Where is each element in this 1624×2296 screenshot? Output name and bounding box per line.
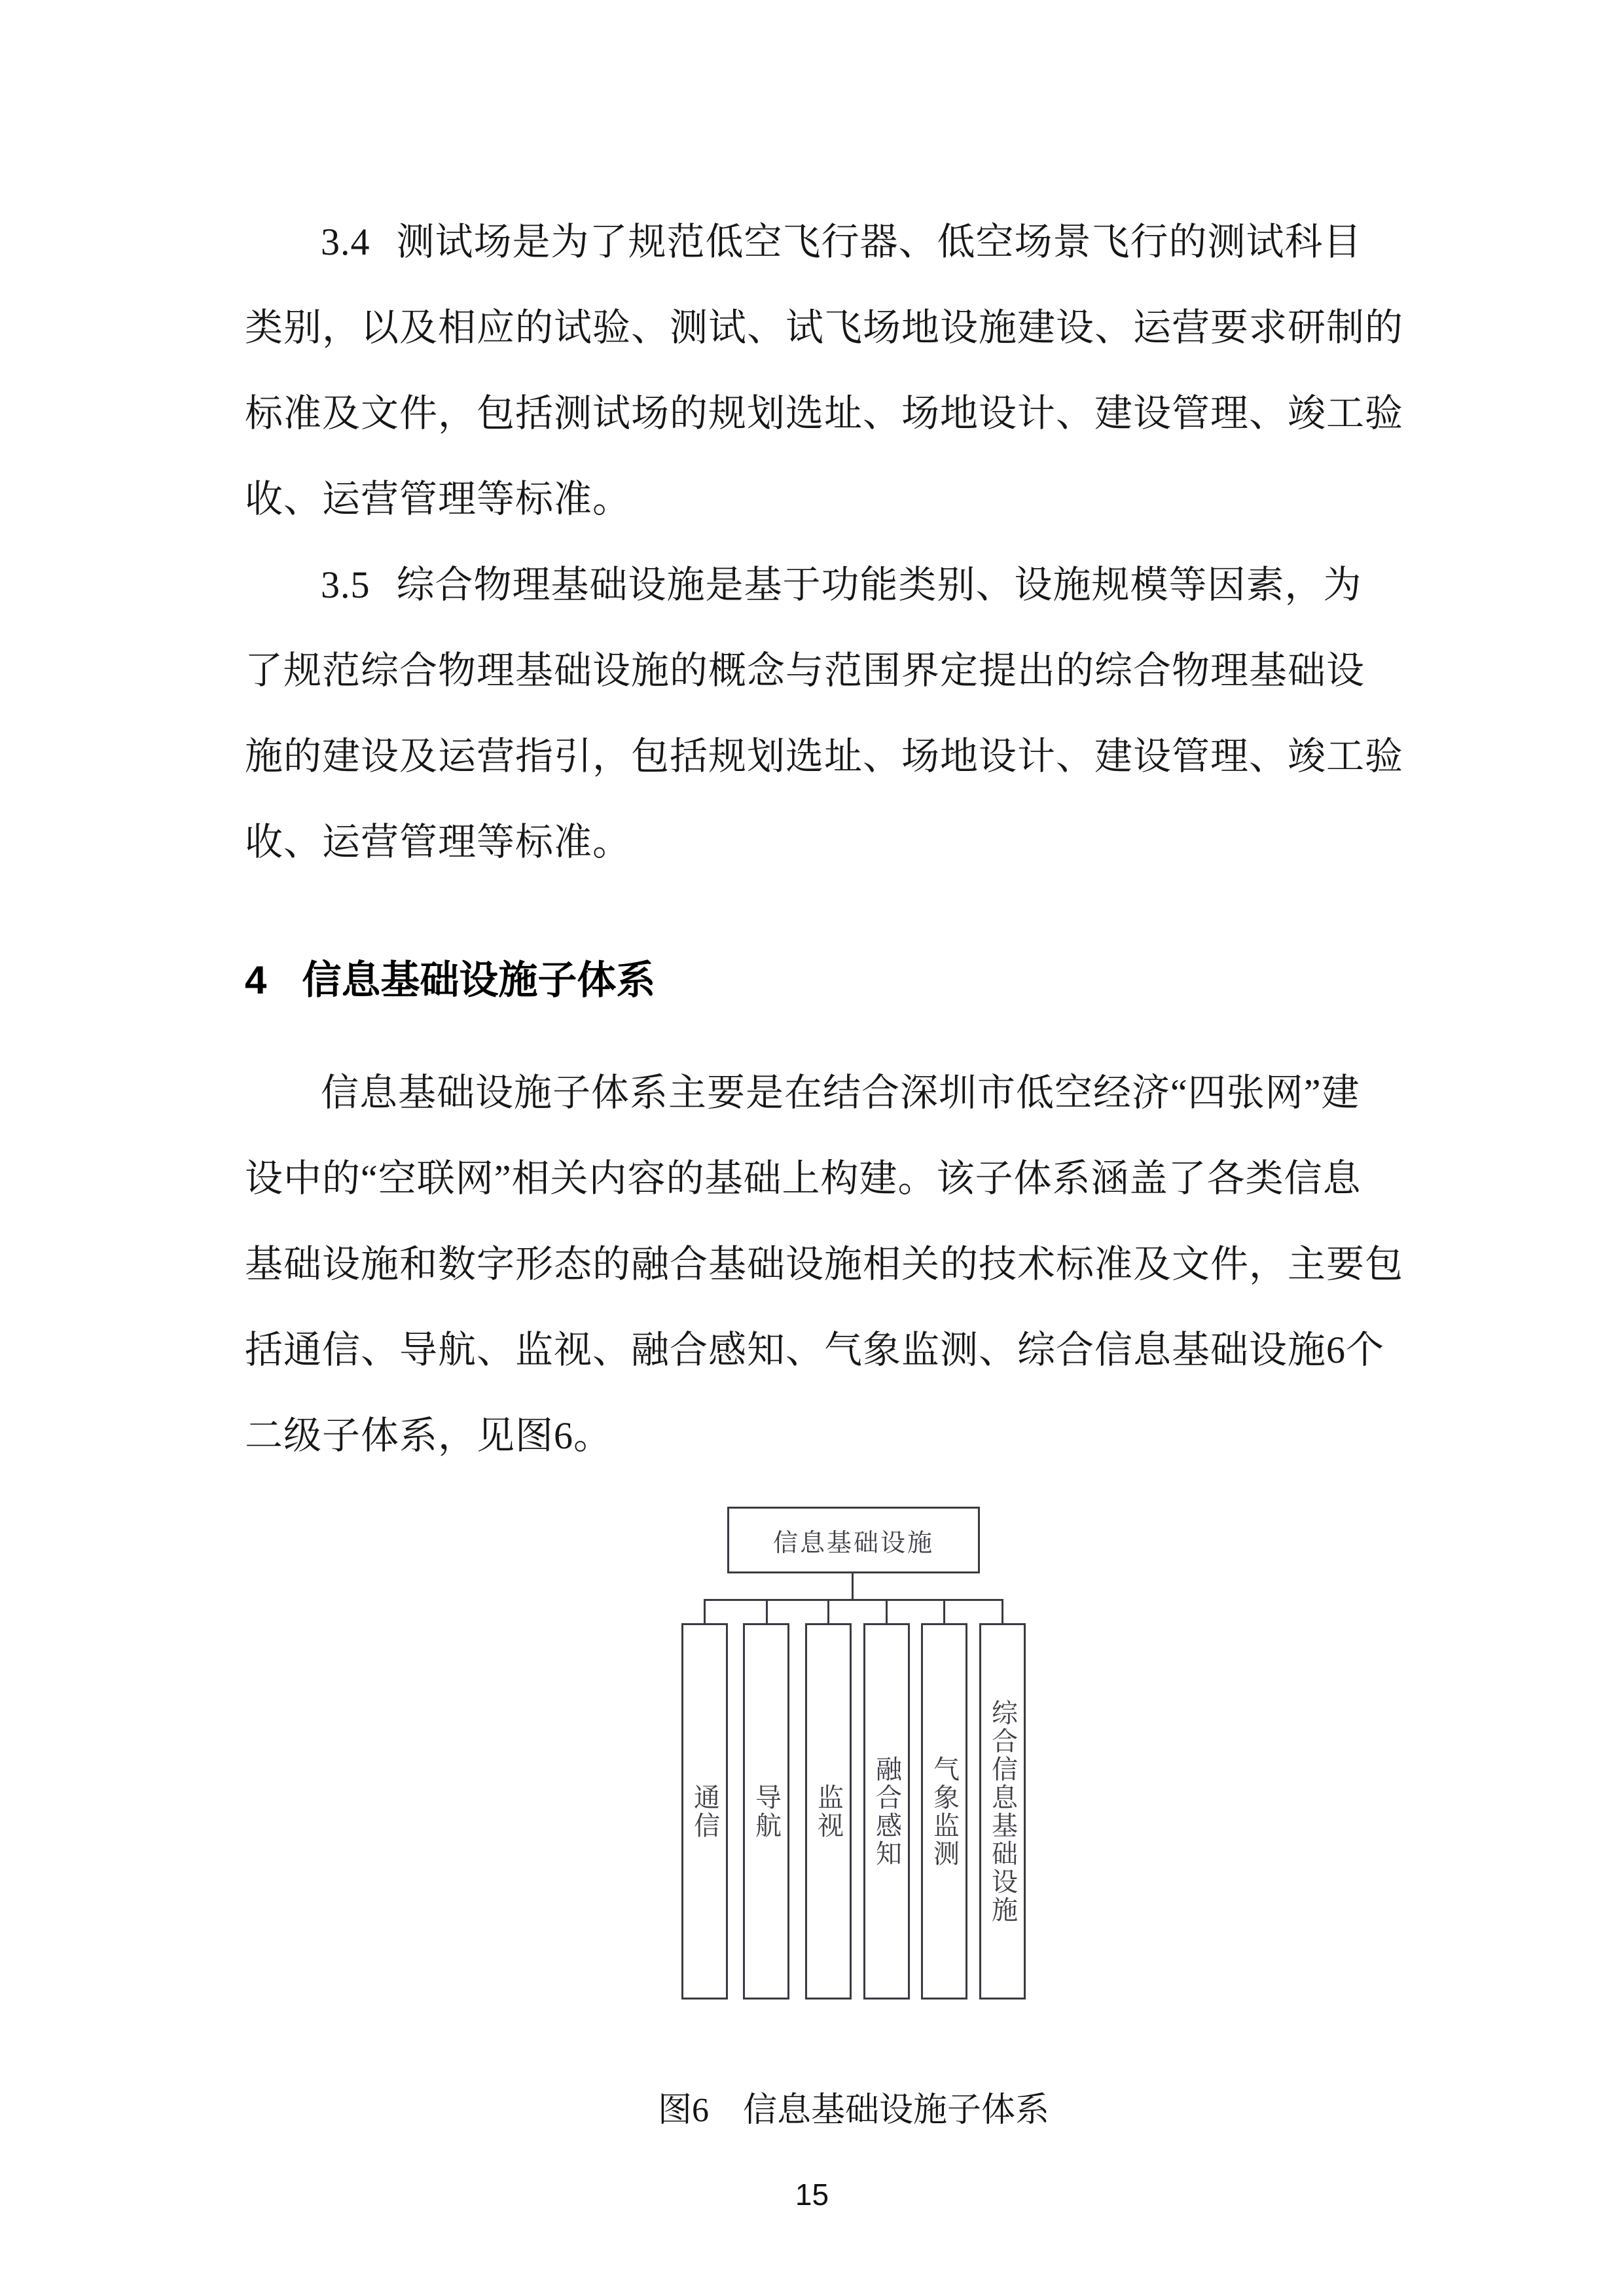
- figure-child-label: 气象监测: [929, 1755, 959, 1868]
- figure-child-label: 监视: [814, 1783, 843, 1840]
- page-number: 15: [795, 2178, 829, 2212]
- body-text-line: 信息基础设施子体系主要是在结合深圳市低空经济“四张网”建: [321, 1071, 1360, 1114]
- connector-stem-line: [852, 1573, 854, 1600]
- figure-child-box-navigation: [743, 1623, 789, 2000]
- connector-drop-line: [827, 1599, 829, 1624]
- body-text-line: 收、运营管理等标准。: [245, 478, 632, 520]
- paragraph-section-4: [245, 1050, 1404, 1479]
- body-text-line: 了规范综合物理基础设施的概念与范围界定提出的综合物理基础设: [245, 649, 1365, 692]
- connector-drop-line: [766, 1599, 768, 1624]
- figure-caption-label: 图6: [657, 2092, 709, 2129]
- figure-child-box-integrated-info-infrastructure: [979, 1623, 1026, 2000]
- body-text-line: 设中的“空联网”相关内容的基础上构建。该子体系涵盖了各类信息: [245, 1157, 1362, 1200]
- body-text-line: 括通信、导航、监视、融合感知、气象监测、综合信息基础设施6个: [245, 1329, 1385, 1371]
- clause-number: 3.4: [321, 221, 370, 263]
- paragraph-3-4-and-3-5: [245, 199, 1404, 885]
- figure-child-box-communication: [681, 1623, 728, 2000]
- figure-child-box-weather-monitoring: [921, 1623, 967, 2000]
- section-title: 信息基础设施子体系: [302, 958, 656, 1002]
- section-number: 4: [245, 958, 267, 1002]
- figure-caption: [616, 2085, 1091, 2137]
- connector-drop-line: [704, 1599, 706, 1624]
- body-text-line: 类别，以及相应的试验、测试、试飞场地设施建设、运营要求研制的: [245, 306, 1404, 349]
- body-text: 测试场是为了规范低空飞行器、低空场景飞行的测试科目: [396, 221, 1362, 263]
- body-text-line: 标准及文件，包括测试场的规划选址、场地设计、建设管理、竣工验: [245, 392, 1404, 435]
- figure-child-label: 融合感知: [872, 1755, 901, 1868]
- figure-root-label: 信息基础设施: [772, 1529, 934, 1557]
- body-text-line: [245, 542, 1397, 628]
- figure-child-label: 导航: [751, 1783, 781, 1840]
- body-text-line: 施的建设及运营指引，包括规划选址、场地设计、建设管理、竣工验: [245, 735, 1404, 778]
- section-heading: [245, 948, 1397, 1013]
- connector-drop-line: [886, 1599, 888, 1624]
- figure-child-label: 综合信息基础设施: [988, 1698, 1017, 1924]
- body-text: 综合物理基础设施是基于功能类别、设施规模等因素，为: [396, 564, 1362, 606]
- connector-drop-line: [943, 1599, 945, 1624]
- figure-6-diagram: [681, 1507, 1028, 2004]
- figure-child-label: 通信: [690, 1783, 719, 1840]
- body-text-line: [245, 199, 1397, 285]
- figure-child-box-fusion-sensing: [863, 1623, 910, 2000]
- body-text-line: 二级子体系，见图6。: [245, 1414, 613, 1457]
- figure-child-box-surveillance: [805, 1623, 852, 2000]
- body-text-line: 基础设施和数字形态的融合基础设施相关的技术标准及文件，主要包: [245, 1243, 1404, 1285]
- clause-number: 3.5: [321, 564, 370, 606]
- connector-horizontal-line: [704, 1599, 1003, 1601]
- body-text-line: 收、运营管理等标准。: [245, 821, 632, 863]
- figure-caption-title: 信息基础设施子体系: [743, 2092, 1050, 2129]
- connector-drop-line: [1001, 1599, 1003, 1624]
- figure-root-box: [727, 1507, 980, 1573]
